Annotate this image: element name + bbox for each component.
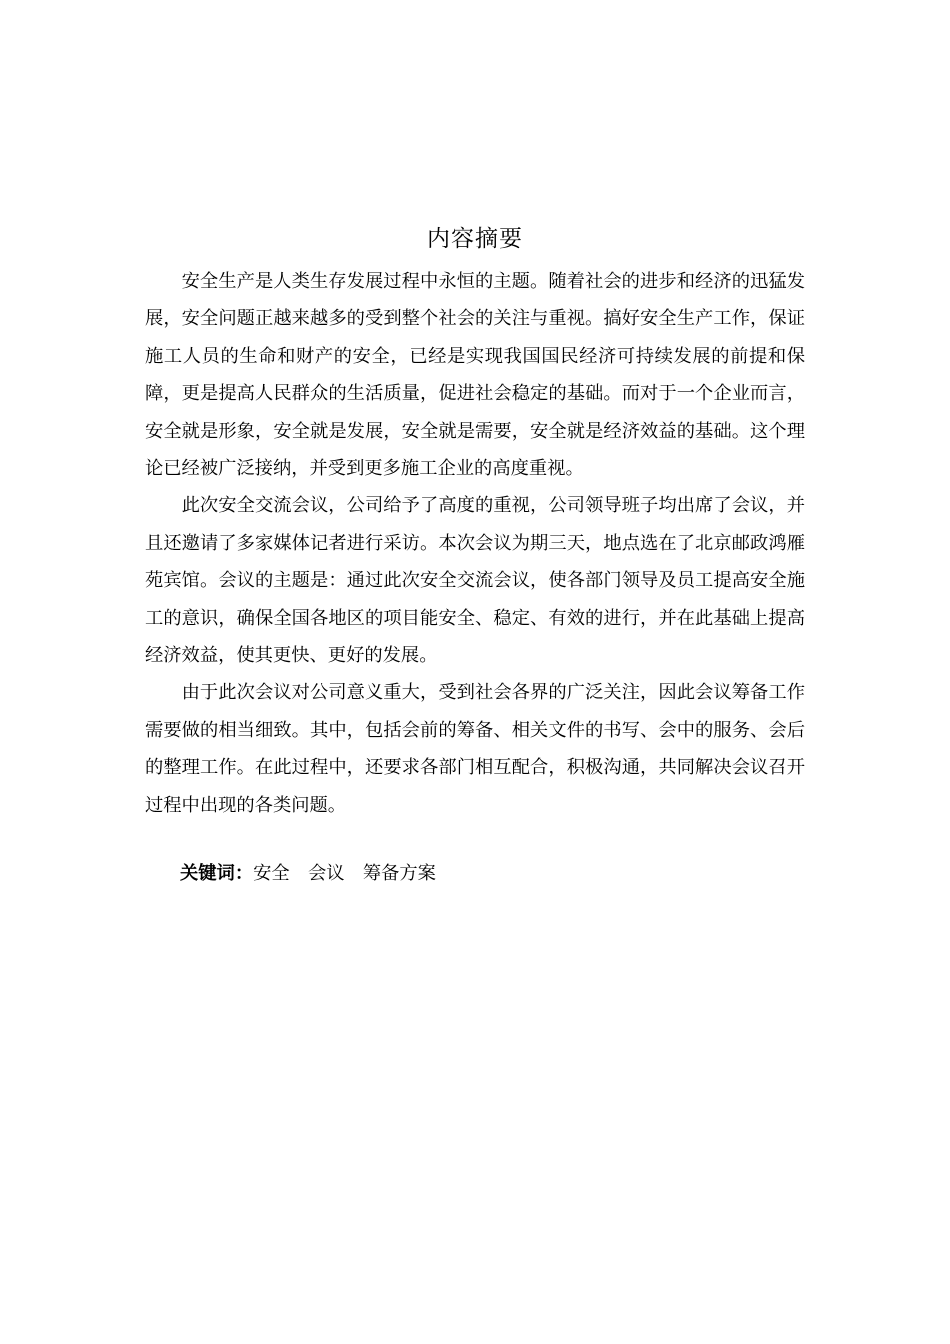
keyword-item: 筹备方案	[362, 863, 436, 884]
keywords-label: 关键词：	[180, 863, 254, 884]
abstract-body	[145, 263, 805, 824]
abstract-paragraph-3: 由于此次会议对公司意义重大，受到社会各界的广泛关注，因此会议筹备工作需要做的相当细致。其中，包括会前的筹备、相关文件的书写、会中的服务、会后的整理工作。在此过程中，还要求各部门相互配合，积极沟通，共同解决会议召开过程中出现的各类问题。	[145, 682, 805, 816]
keywords-line	[180, 855, 454, 892]
keyword-item: 安全	[253, 863, 290, 884]
keyword-item: 会议	[307, 863, 345, 884]
abstract-paragraph-1: 安全生产是人类生存发展过程中永恒的主题。随着社会的进步和经济的迅猛发展，安全问题正越来越多的受到整个社会的关注与重视。搞好安全生产工作，保证施工人员的生命和财产的安全，已经是实现我国国民经济可持续发展的前提和保障，更是提高人民群众的生活质量，促进社会稳定的基础。而对于一个企业而言，安全就是形象，安全就是发展，安全就是需要，安全就是经济效益的基础。这个理论已经被广泛接纳，并受到更多施工企业的高度重视。	[145, 271, 805, 480]
page-title: 内容摘要	[427, 226, 523, 253]
abstract-paragraph-2: 此次安全交流会议，公司给予了高度的重视，公司领导班子均出席了会议，并且还邀请了多家媒体记者进行采访。本次会议为期三天，地点选在了北京邮政鸿雁苑宾馆。会议的主题是：通过此次安全交流会议，使各部门领导及员工提高安全施工的意识，确保全国各地区的项目能安全、稳定、有效的进行，并在此基础上提高经济效益，使其更快、更好的发展。	[145, 495, 805, 667]
